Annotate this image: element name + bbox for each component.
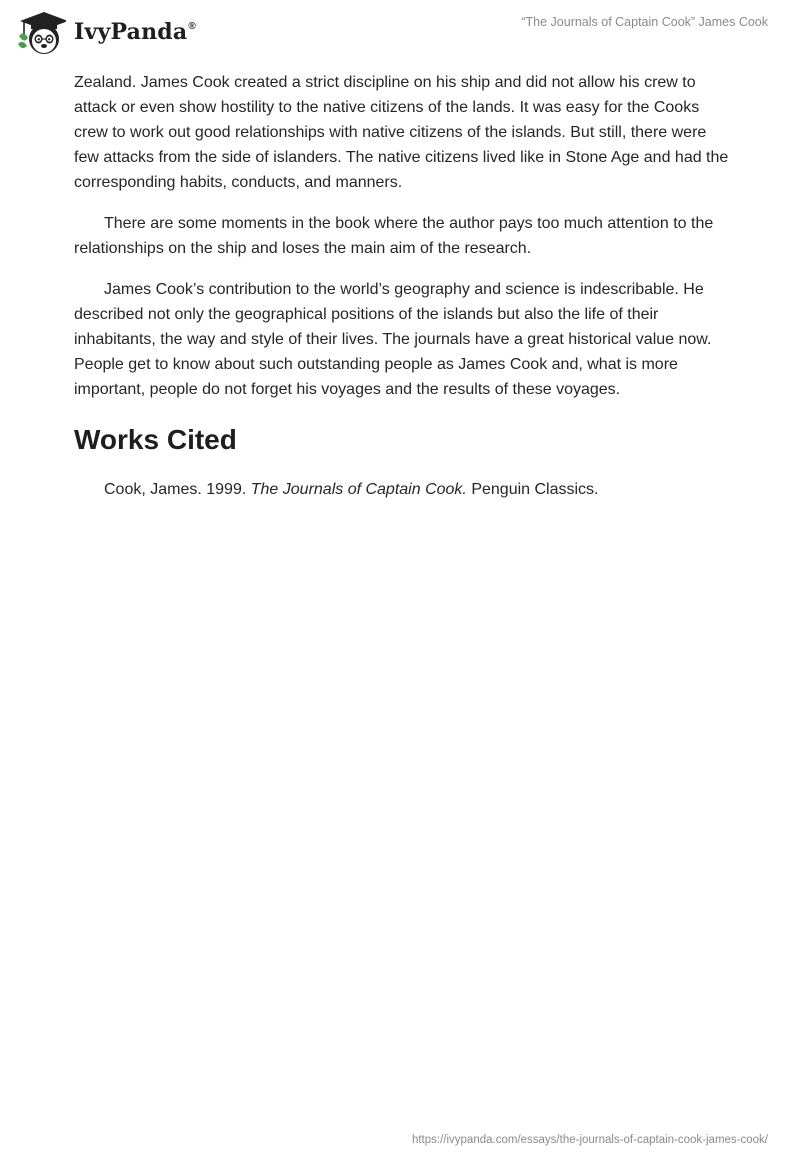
- footer-url-link[interactable]: https://ivypanda.com/essays/the-journals-of-captain-cook-james-cook/: [411, 1134, 768, 1146]
- panda-logo-icon: [14, 8, 66, 56]
- logo-wordmark: IvyPanda®: [74, 19, 196, 45]
- running-title: “The Journals of Captain Cook” James Cook: [521, 15, 768, 29]
- citation-entry: [74, 477, 734, 502]
- citation-publisher: Penguin Classics.: [466, 481, 599, 498]
- citation-title: The Journals of Captain Cook.: [250, 481, 467, 498]
- body-paragraph: James Cook’s contribution to the world’s geography and science is indescribable. He described not only the geographical positions of the islands but also the life of their inhabitants, the way and style of their lives. The journals have a great historical value now. People get to know about such outstanding people as James Cook and, what is more important, people do not forget his voyages and the results of these voyages.: [74, 281, 712, 398]
- essay-content: [74, 70, 734, 502]
- page-header: [0, 0, 800, 60]
- body-paragraph: There are some moments in the book where the author pays too much attention to the relationships on the ship and loses the main aim of the research.: [74, 215, 714, 257]
- logo[interactable]: [14, 8, 196, 56]
- citation-author-year: Cook, James. 1999.: [104, 481, 251, 498]
- works-cited-heading: Works Cited: [74, 424, 237, 455]
- body-paragraph: Zealand. James Cook created a strict discipline on his ship and did not allow his crew to attack or even show hostility to the native citizens of the lands. It was easy for the Cooks crew to work out good relationships with native citizens of the islands. But still, there were few attacks from the side of islanders. The native citizens lived like in Stone Age and had the corresponding habits, conducts, and manners.: [74, 74, 729, 191]
- registered-mark: ®: [188, 21, 196, 32]
